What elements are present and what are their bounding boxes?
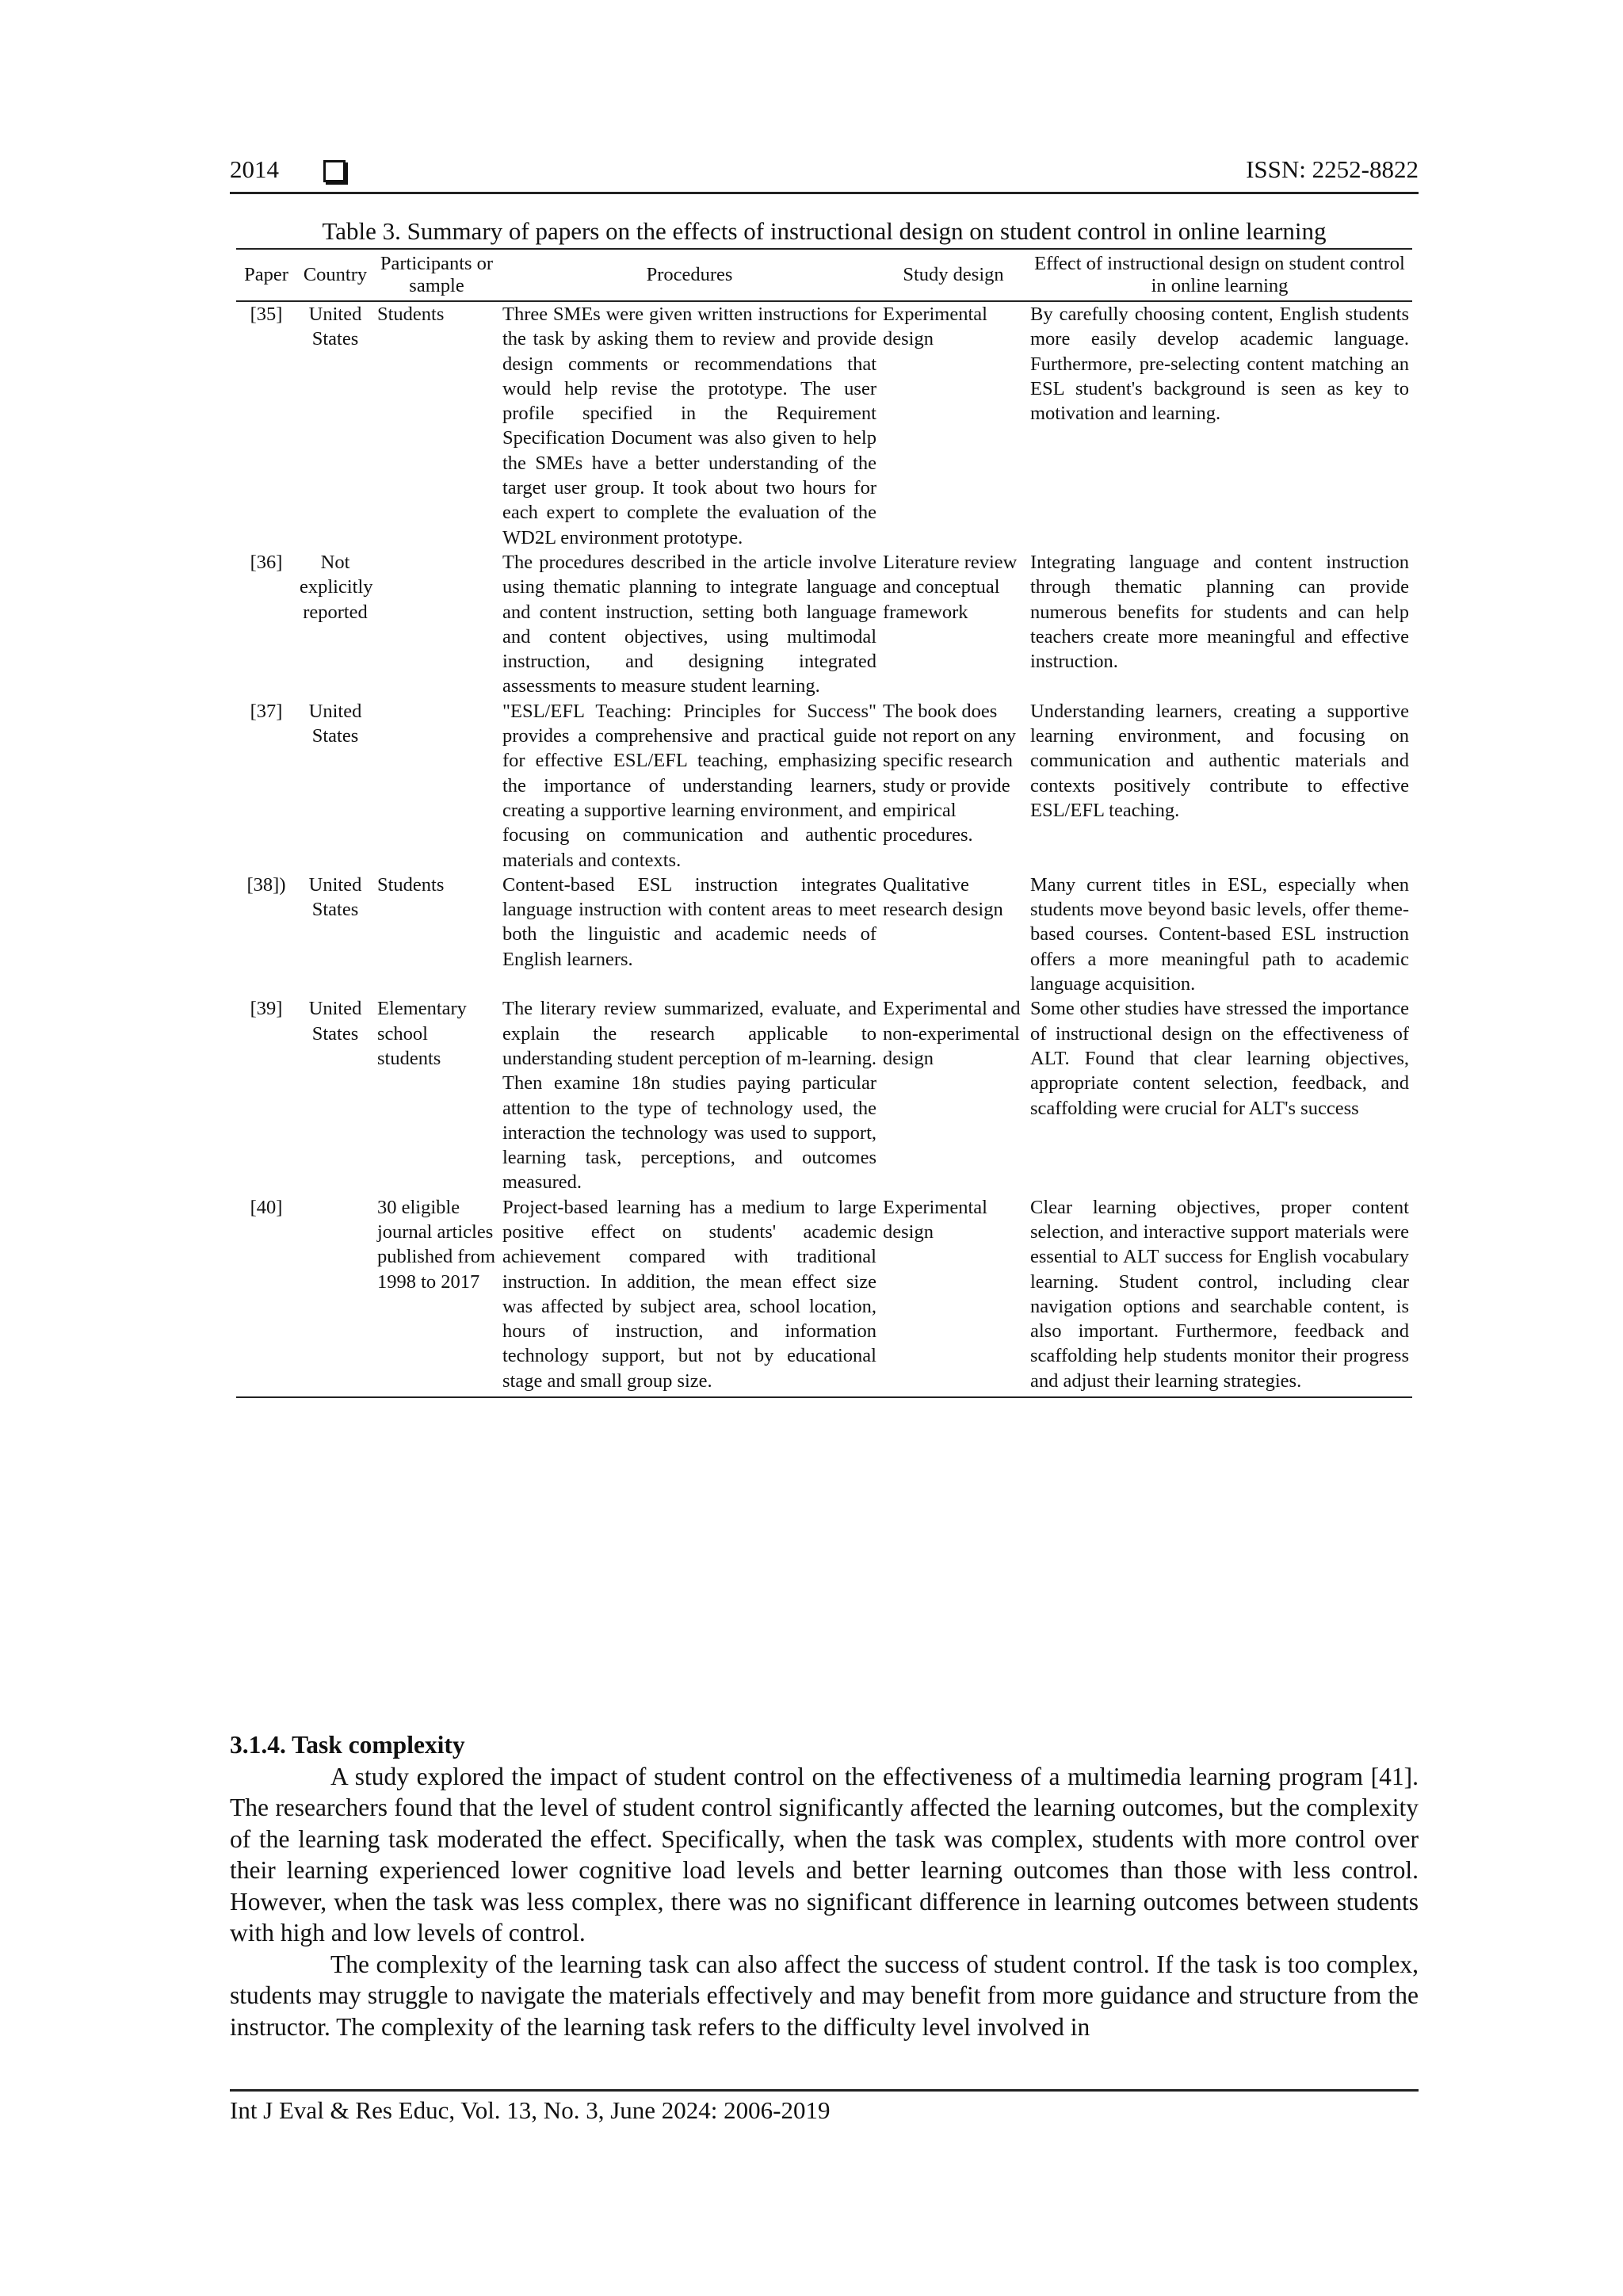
cell-study-design: Experimental design: [883, 304, 987, 350]
section-task-complexity: [230, 1729, 1419, 2042]
table-header-row: [236, 249, 1412, 301]
summary-table: [236, 248, 1412, 1398]
cell-participants: [374, 550, 499, 699]
cell-country: Not explicitly reported: [300, 551, 373, 623]
cell-effect: Understanding learners, creating a supportive learning environment, and focusing on communication and authentic materials and contexts positively contribute to effective ESL/EFL teaching.: [1030, 700, 1409, 821]
col-header-participants: Participants or sample: [374, 249, 499, 301]
cell-study-design: Experimental design: [880, 1195, 1027, 1397]
square-bullet-icon: [323, 160, 346, 182]
table-row: [236, 996, 1412, 1194]
cell-paper: [40]: [236, 1195, 296, 1397]
col-header-study-design: Study design: [880, 249, 1027, 301]
cell-country: [296, 1195, 374, 1397]
cell-effect: By carefully choosing content, English students more easily develop academic language. Furthermore, pre-selecting content matching an ESL student's background is seen as key to motivation and learning.: [1030, 304, 1409, 425]
table-caption: Table 3. Summary of papers on the effects of instructional design on student control in online learning: [322, 217, 1327, 245]
col-header-procedures: Procedures: [499, 249, 880, 301]
cell-country: United States: [308, 700, 362, 747]
col-header-country: Country: [296, 249, 374, 301]
section-heading: 3.1.4. Task complexity: [230, 1731, 465, 1759]
cell-paper: [39]: [250, 998, 283, 1020]
cell-country: United States: [308, 873, 362, 921]
page-header: [230, 155, 1419, 194]
cell-participants: Students: [377, 873, 445, 896]
table-row: [236, 699, 1412, 873]
page-footer: [230, 2089, 1419, 2125]
body-paragraph: A study explored the impact of student control on the effectiveness of a multimedia learning program [41]. The researchers found that the level of student control significantly affected the learning outcomes, but the complexity of the learning task moderated the effect. Specifically, when the task was complex, students with more control over their learning experienced lower cognitive load levels and better learning outcomes than those with less control. However, when the task was less complex, there was no significant difference in learning outcomes between students with high and low levels of control.: [230, 1762, 1419, 1946]
cell-study-design: Qualitative research design: [883, 873, 1003, 921]
cell-effect: Integrating language and content instruction through thematic planning can provide numerous benefits for students and can help teachers create more meaningful and effective instruction.: [1030, 551, 1409, 673]
table-row: [236, 301, 1412, 550]
page-number: 2014: [230, 155, 279, 183]
cell-participants: 30 eligible journal articles published from 1998 to 2017: [374, 1195, 499, 1397]
cell-effect: Some other studies have stressed the importance of instructional design on the effectiveness of ALT. Found that clear learning objectives, appropriate content selection, feedback, and scaffolding were crucial for ALT's success: [1030, 998, 1409, 1119]
table-row: [236, 873, 1412, 996]
cell-procedures: Content-based ESL instruction integrates language instruction with content areas to meet both the linguistic and academic needs of English learners.: [502, 873, 876, 970]
footer-citation: Int J Eval & Res Educ, Vol. 13, No. 3, June 2024: 2006-2019: [230, 2096, 831, 2124]
table-row: [236, 550, 1412, 699]
cell-effect: Many current titles in ESL, especially when students move beyond basic levels, offer theme-based courses. Content-based ESL instruction offers a more meaningful path to academic language acquisition.: [1030, 873, 1409, 995]
cell-procedures: Project-based learning has a medium to large positive effect on students' academic achievement compared with traditional instruction. In addition, the mean effect size was affected by subject area, school location, hours of instruction, and information technology support, but not by educational stage and small group size.: [499, 1195, 880, 1397]
cell-paper: [36]: [250, 551, 283, 573]
cell-study-design: Experimental and non-experimental design: [883, 998, 1021, 1069]
table-row: [236, 1195, 1412, 1397]
cell-paper: [35]: [250, 304, 283, 325]
cell-effect: Clear learning objectives, proper content selection, and interactive support materials were essential to ALT success for English vocabulary learning. Student control, including clear navigation options and searchable content, is also important. Furthermore, feedback and scaffolding help students monitor their progress and adjust their learning strategies.: [1027, 1195, 1412, 1397]
cell-paper: [37]: [250, 700, 283, 722]
cell-participants: [374, 699, 499, 873]
body-paragraph: The complexity of the learning task can also affect the success of student control. If the task is too complex, students may struggle to navigate the materials effectively and may benefit from more guidance and structure from the instructor. The complexity of the learning task refers to the difficulty level involved in: [230, 1950, 1419, 2041]
cell-paper: [38]): [246, 873, 286, 896]
cell-participants: Elementary school students: [377, 998, 467, 1069]
issn: ISSN: 2252-8822: [1246, 155, 1419, 183]
cell-procedures: The literary review summarized, evaluate, and explain the research applicable to understanding student perception of m-learning. Then examine 18n studies paying particular attention to the type of technology used, the interaction the technology was used to support, learning task, perceptions, and outcomes measured.: [502, 998, 876, 1194]
cell-country: United States: [308, 998, 362, 1045]
cell-procedures: "ESL/EFL Teaching: Principles for Success" provides a comprehensive and practical guide for effective ESL/EFL teaching, emphasizing the importance of understanding learners, creating a supportive learning environment, and focusing on communication and authentic materials and contexts.: [502, 700, 876, 871]
cell-procedures: Three SMEs were given written instructions for the task by asking them to review and provide design comments or recommendations that would help revise the prototype. The user profile specified in the Requirement Specification Document was also given to help the SMEs have a better understanding of the target user group. It took about two hours for each expert to complete the evaluation of the WD2L environment prototype.: [502, 304, 876, 548]
col-header-effect: Effect of instructional design on student control in online learning: [1027, 249, 1412, 301]
cell-study-design: The book does not report on any specific research study or provide empirical procedures.: [883, 700, 1017, 846]
col-header-paper: Paper: [236, 249, 296, 301]
cell-country: United States: [308, 304, 362, 350]
cell-study-design: Literature review and conceptual framework: [883, 551, 1018, 623]
cell-procedures: The procedures described in the article involve using thematic planning to integrate language and content instruction, setting both language and content objectives, using multimodal instruction, and designing integrated assessments to measure student learning.: [502, 551, 876, 697]
cell-participants: Students: [377, 304, 445, 325]
